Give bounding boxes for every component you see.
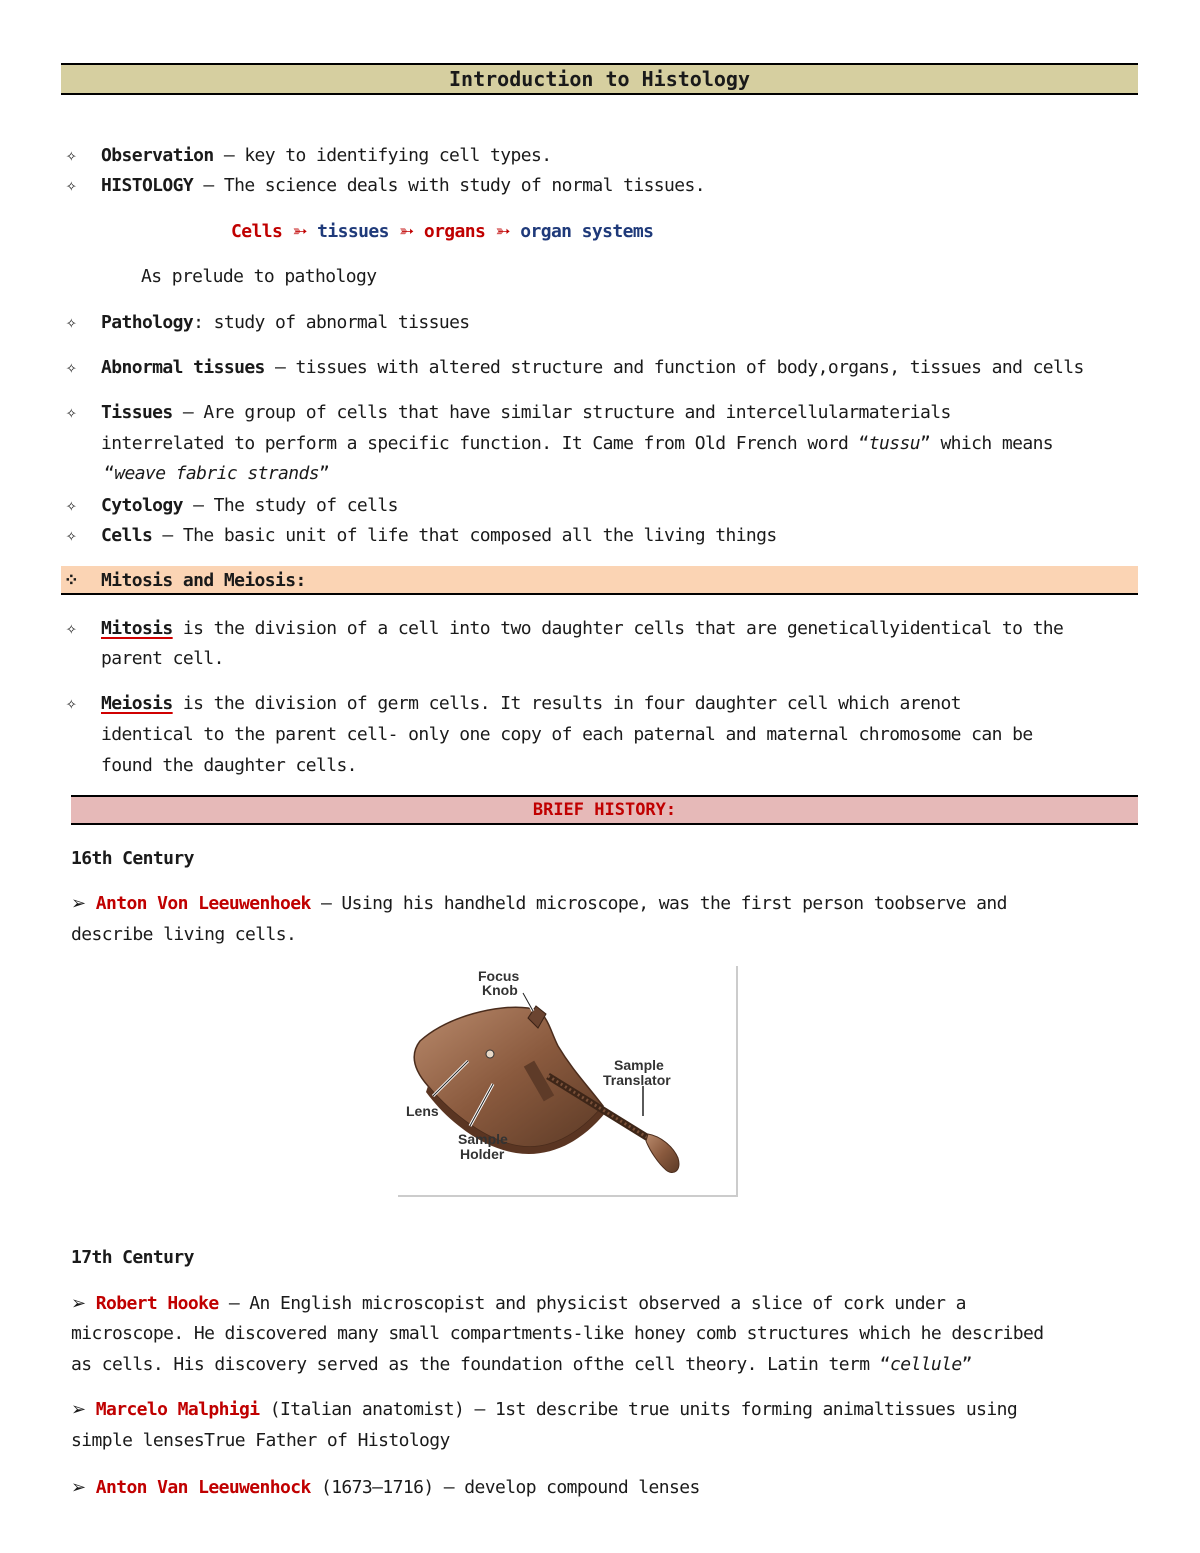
item-tissues-line2	[101, 429, 1053, 459]
close-quote: ”	[961, 1354, 972, 1375]
item-cytology	[101, 491, 398, 521]
item-meiosis	[101, 689, 961, 719]
flow-organ-systems: organ systems	[520, 221, 654, 242]
cell-hierarchy-flow	[231, 217, 653, 247]
text-cytology: – The study of cells	[182, 495, 398, 516]
name-anton-van-leeuwenhock: Anton Van Leeuwenhock	[95, 1477, 311, 1498]
item-cells	[101, 521, 777, 551]
item-abnormal-tissues	[101, 353, 1084, 383]
arrowhead-bullet-icon: ➢	[71, 1477, 86, 1498]
text-malphigi-line2: simple lensesTrue Father of Histology	[71, 1430, 450, 1451]
term-abnormal-tissues: Abnormal tissues	[101, 357, 265, 378]
text-tissues-line2: interrelated to perform a specific function. It Came from Old French word “	[101, 433, 869, 454]
text-mitosis-line2: parent cell.	[101, 648, 224, 669]
term-mitosis: Mitosis	[101, 618, 173, 639]
item-tissues	[101, 398, 951, 428]
arrow-right-icon: ➳	[292, 221, 307, 242]
item-leeuwenhoek-16th	[71, 889, 1007, 919]
text-hooke-line3: as cells. His discovery served as the foundation ofthe cell theory. Latin term “	[71, 1354, 890, 1375]
item-malphigi	[71, 1395, 1017, 1425]
term-meiosis: Meiosis	[101, 693, 173, 714]
star-bullet-icon: ✧	[65, 525, 77, 546]
text-histology: – The science deals with study of normal tissues.	[193, 175, 705, 196]
star-bullet-icon: ✧	[65, 175, 77, 196]
text-leeuwenhoek-line2: describe living cells.	[71, 924, 297, 945]
text-mitosis-line1: is the division of a cell into two daughter cells that are geneticallyidentical to the	[172, 618, 1064, 639]
word-cellule: cellule	[889, 1354, 962, 1375]
text-hooke-line2: microscope. He discovered many small compartments-like honey comb structures which he described	[71, 1323, 1044, 1344]
text-cells: – The basic unit of life that composed all the living things	[152, 525, 777, 546]
item-pathology	[101, 308, 470, 338]
text-pathology: : study of abnormal tissues	[193, 312, 470, 333]
label-sample-holder-1: Sample	[458, 1131, 508, 1147]
name-anton-von-leeuwenhoek: Anton Von Leeuwenhoek	[95, 893, 311, 914]
flow-organs: organs	[423, 221, 486, 242]
text-leeuwenhoek-line1: – Using his handheld microscope, was the first person toobserve and	[310, 893, 1007, 914]
star-bullet-icon: ✧	[65, 495, 77, 516]
label-lens: Lens	[406, 1103, 439, 1119]
star-bullet-icon: ✧	[65, 357, 77, 378]
label-sample-holder-2: Holder	[460, 1146, 505, 1162]
label-sample-translator-2: Translator	[603, 1072, 671, 1088]
label-knob: Knob	[482, 982, 518, 998]
word-tussu: tussu	[868, 433, 920, 454]
term-cytology: Cytology	[101, 495, 183, 516]
text-malphigi-line1: (Italian anatomist) – 1st describe true units forming animaltissues using	[259, 1399, 1018, 1420]
text-meiosis-line1: is the division of germ cells. It results in four daughter cell which arenot	[172, 693, 961, 714]
name-robert-hooke: Robert Hooke	[95, 1293, 219, 1314]
mitosis-meiosis-heading: Mitosis and Meiosis:	[101, 570, 306, 591]
name-marcelo-malphigi: Marcelo Malphigi	[95, 1399, 260, 1420]
brief-history-heading: BRIEF HISTORY:	[71, 795, 1138, 825]
item-leeuwenhock-17th	[71, 1473, 700, 1503]
label-sample-translator-1: Sample	[614, 1057, 664, 1073]
leeuwenhoek-microscope-illustration	[398, 966, 736, 1195]
heading-17th-century: 17th Century	[71, 1247, 194, 1268]
heading-16th-century: 16th Century	[71, 848, 194, 869]
item-observation	[101, 141, 551, 171]
item-hooke-line3	[71, 1350, 972, 1380]
star-bullet-icon: ✧	[65, 145, 77, 166]
term-pathology: Pathology	[101, 312, 194, 333]
term-cells: Cells	[101, 525, 153, 546]
item-mitosis	[101, 614, 1063, 644]
word-weave-fabric: weave fabric strands	[114, 463, 319, 484]
term-observation: Observation	[101, 145, 214, 166]
close-quote: ”	[319, 463, 330, 484]
item-histology	[101, 171, 705, 201]
open-quote: “	[104, 463, 115, 484]
star-bullet-icon: ✧	[65, 312, 77, 333]
prelude-text: As prelude to pathology	[141, 266, 377, 287]
star-bullet-icon: ✧	[65, 693, 77, 714]
text-tissues-line1: – Are group of cells that have similar structure and intercellularmaterials	[172, 402, 951, 423]
label-focus: Focus	[478, 968, 520, 984]
arrowhead-bullet-icon: ➢	[71, 893, 86, 914]
text-meiosis-line3: found the daughter cells.	[101, 755, 357, 776]
item-robert-hooke	[71, 1289, 966, 1319]
text-leeuwenhock-line1: (1673–1716) – develop compound lenses	[310, 1477, 700, 1498]
star-bullet-icon: ✧	[65, 402, 77, 423]
arrowhead-bullet-icon: ➢	[71, 1293, 86, 1314]
arrowhead-bullet-icon: ➢	[71, 1399, 86, 1420]
text-meiosis-line2: identical to the parent cell- only one copy of each paternal and maternal chromosome can be	[101, 724, 1033, 745]
arrow-right-icon: ➳	[399, 221, 414, 242]
term-tissues: Tissues	[101, 402, 173, 423]
text-tissues-line2b: ” which means	[919, 433, 1054, 454]
diamond-bullet-icon: ⁘	[63, 570, 79, 591]
text-observation: – key to identifying cell types.	[213, 145, 552, 166]
text-abnormal-tissues: – tissues with altered structure and function of body,organs, tissues and cells	[264, 357, 1084, 378]
text-hooke-line1: – An English microscopist and physicist observed a slice of cork under a	[218, 1293, 966, 1314]
flow-cells: Cells	[231, 221, 283, 242]
item-tissues-line3	[104, 459, 329, 489]
star-bullet-icon: ✧	[65, 618, 77, 639]
flow-tissues: tissues	[317, 221, 389, 242]
microscope-figure	[398, 966, 738, 1197]
page-title: Introduction to Histology	[61, 63, 1138, 95]
term-histology: HISTOLOGY	[101, 175, 194, 196]
arrow-right-icon: ➳	[495, 221, 510, 242]
